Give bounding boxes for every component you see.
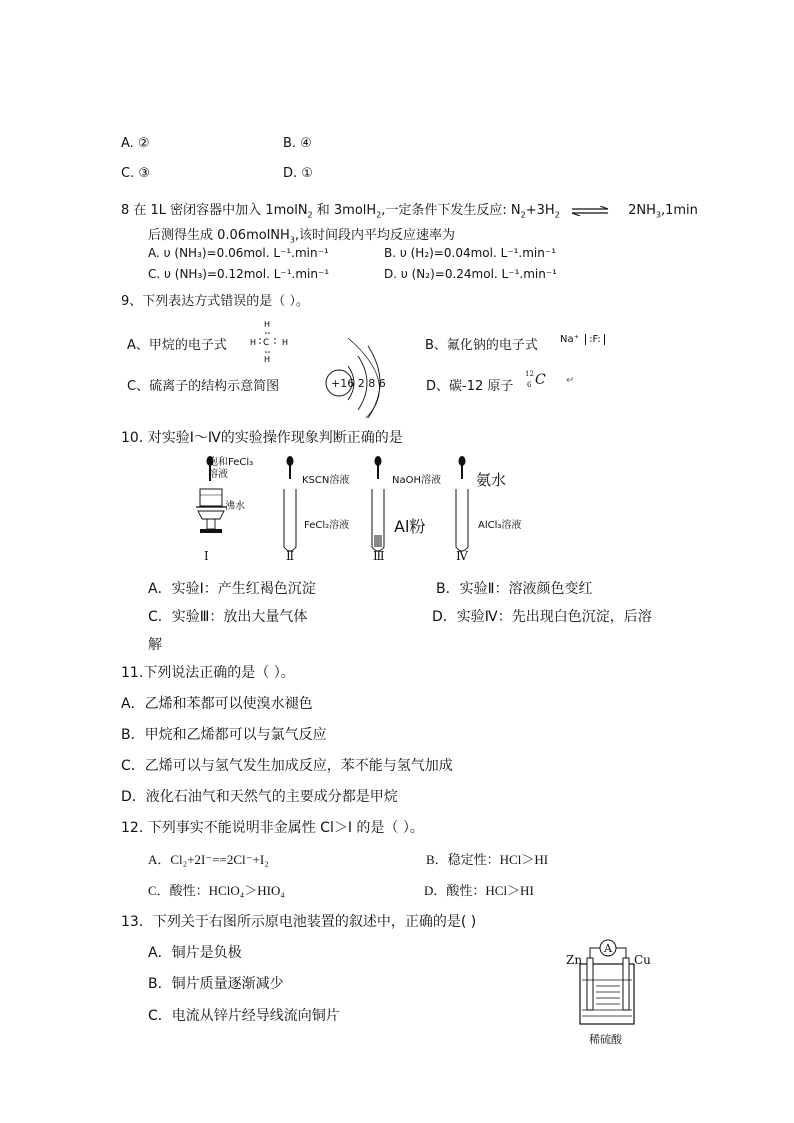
- q11-option-a: A．乙烯和苯都可以使溴水褪色: [121, 696, 313, 712]
- q9-option-d: D、碳-12 原子: [426, 379, 514, 394]
- experiment-label-1: Ⅰ: [204, 549, 209, 563]
- q9-stem: 9、下列表达方式错误的是（ ）。: [121, 294, 309, 309]
- reversible-arrow-icon: [570, 206, 610, 216]
- q9-option-b: B、氟化钠的电子式: [425, 338, 538, 353]
- q10-option-d-continued: 解: [148, 637, 162, 653]
- experiment-3-tube: [372, 456, 384, 551]
- svg-text:H: H: [282, 338, 289, 347]
- svg-text:H: H: [264, 320, 271, 329]
- experiment-label-4: Ⅳ: [456, 549, 468, 563]
- svg-text:H: H: [264, 355, 271, 364]
- solution-3-label: Al粉: [394, 517, 426, 536]
- reagent-1-label: 饱和FeCl₃ 溶液: [208, 457, 254, 480]
- q8-stem-line2: 后测得生成 0.06molNH$_3$,该时间段内平均反应速率为: [148, 228, 456, 245]
- reagent-3-label: NaOH溶液: [392, 475, 441, 486]
- q10-option-d: D．实验Ⅳ：先出现白色沉淀，后溶: [432, 609, 652, 625]
- q13-option-b: B．铜片质量逐渐减少: [148, 976, 284, 992]
- q13-option-a: A．铜片是负极: [148, 945, 242, 961]
- q8-option-c: C. υ (NH₃)=0.12mol. L⁻¹.min⁻¹: [148, 267, 330, 281]
- q13-stem: 13．下列关于右图所示原电池装置的叙述中，正确的是( ): [121, 914, 477, 930]
- experiment-label-3: Ⅲ: [373, 549, 385, 563]
- experiment-label-2: Ⅱ: [286, 549, 295, 563]
- q10-option-b: B．实验Ⅱ：溶液颜色变红: [436, 581, 593, 597]
- q11-option-d: D．液化石油气和天然气的主要成分都是甲烷: [121, 789, 398, 805]
- q10-stem: 10. 对实验Ⅰ～Ⅳ的实验操作现象判断正确的是: [121, 430, 403, 446]
- q8-option-a: A. υ (NH₃)=0.06mol. L⁻¹.min⁻¹: [148, 246, 329, 260]
- solution-2-label: FeCl₂溶液: [304, 520, 350, 531]
- boiling-water-label: 沸水: [225, 501, 245, 512]
- option-c: C. ③: [121, 166, 150, 181]
- q12-option-d: D．酸性：HCl＞HI: [424, 883, 534, 898]
- carbon-12-isotope-notation: 12 6 C: [525, 370, 546, 389]
- methane-electron-formula: [244, 318, 292, 364]
- zinc-electrode-label: Zn: [566, 953, 583, 967]
- sulfide-shell-numbers: +16 2 8 6: [331, 377, 386, 390]
- ammeter-label: A: [604, 942, 612, 955]
- fluoride-bracket: :F:: [585, 334, 605, 345]
- q11-option-c: C．乙烯可以与氢气发生加成反应，苯不能与氢气加成: [121, 758, 453, 774]
- option-a: A. ②: [121, 136, 150, 151]
- experiment-4-tube: [456, 456, 468, 551]
- experiment-2-tube: [284, 456, 296, 551]
- svg-text:C: C: [263, 338, 270, 348]
- q8-option-d: D. υ (N₂)=0.24mol. L⁻¹.min⁻¹: [384, 267, 557, 281]
- return-mark-icon: ↵: [566, 375, 575, 386]
- q12-stem: 12. 下列事实不能说明非金属性 Cl＞I 的是（ ）。: [121, 820, 424, 836]
- option-d: D. ①: [283, 166, 313, 181]
- q8-option-b: B. υ (H₂)=0.04mol. L⁻¹.min⁻¹: [384, 246, 557, 260]
- q12-option-a: A．Cl₂+2I⁻==2Cl⁻+I₂: [148, 852, 269, 867]
- q10-option-a: A．实验Ⅰ：产生红褐色沉淀: [148, 581, 316, 597]
- reagent-2-label: KSCN溶液: [302, 475, 350, 486]
- q12-option-c: C．酸性：HClO₄＞HIO₄: [148, 883, 285, 898]
- sulfide-ion-structure-diagram: [318, 332, 398, 418]
- option-b: B. ④: [283, 136, 312, 151]
- reagent-4-label: 氨水: [476, 471, 507, 489]
- q11-option-b: B．甲烷和乙烯都可以与氯气反应: [121, 727, 327, 743]
- q12-option-b: B．稳定性：HCl＞HI: [426, 852, 549, 867]
- q9-option-c: C、硫离子的结构示意简图: [127, 379, 280, 394]
- copper-electrode-label: Cu: [634, 953, 651, 967]
- sulfuric-acid-label: 稀硫酸: [589, 1033, 622, 1046]
- svg-text:H: H: [250, 338, 257, 347]
- q9-option-a: A、甲烷的电子式: [127, 338, 227, 353]
- q13-option-c: C．电流从锌片经导线流向铜片: [148, 1008, 340, 1024]
- q9-option-b-formula: Na⁺ :F:: [560, 334, 605, 345]
- solution-4-label: AlCl₃溶液: [478, 520, 522, 531]
- experiment-1-beaker: [196, 489, 226, 533]
- q10-option-c: C．实验Ⅲ：放出大量气体: [148, 609, 308, 625]
- q11-stem: 11.下列说法正确的是（ ）。: [121, 665, 295, 681]
- q8-stem-line1: 8 在 1L 密闭容器中加入 1molN$_2$ 和 3molH$_2$,一定条件下发生反应: $N_2+3H_2$ $2NH_3,1\min$: [121, 203, 698, 220]
